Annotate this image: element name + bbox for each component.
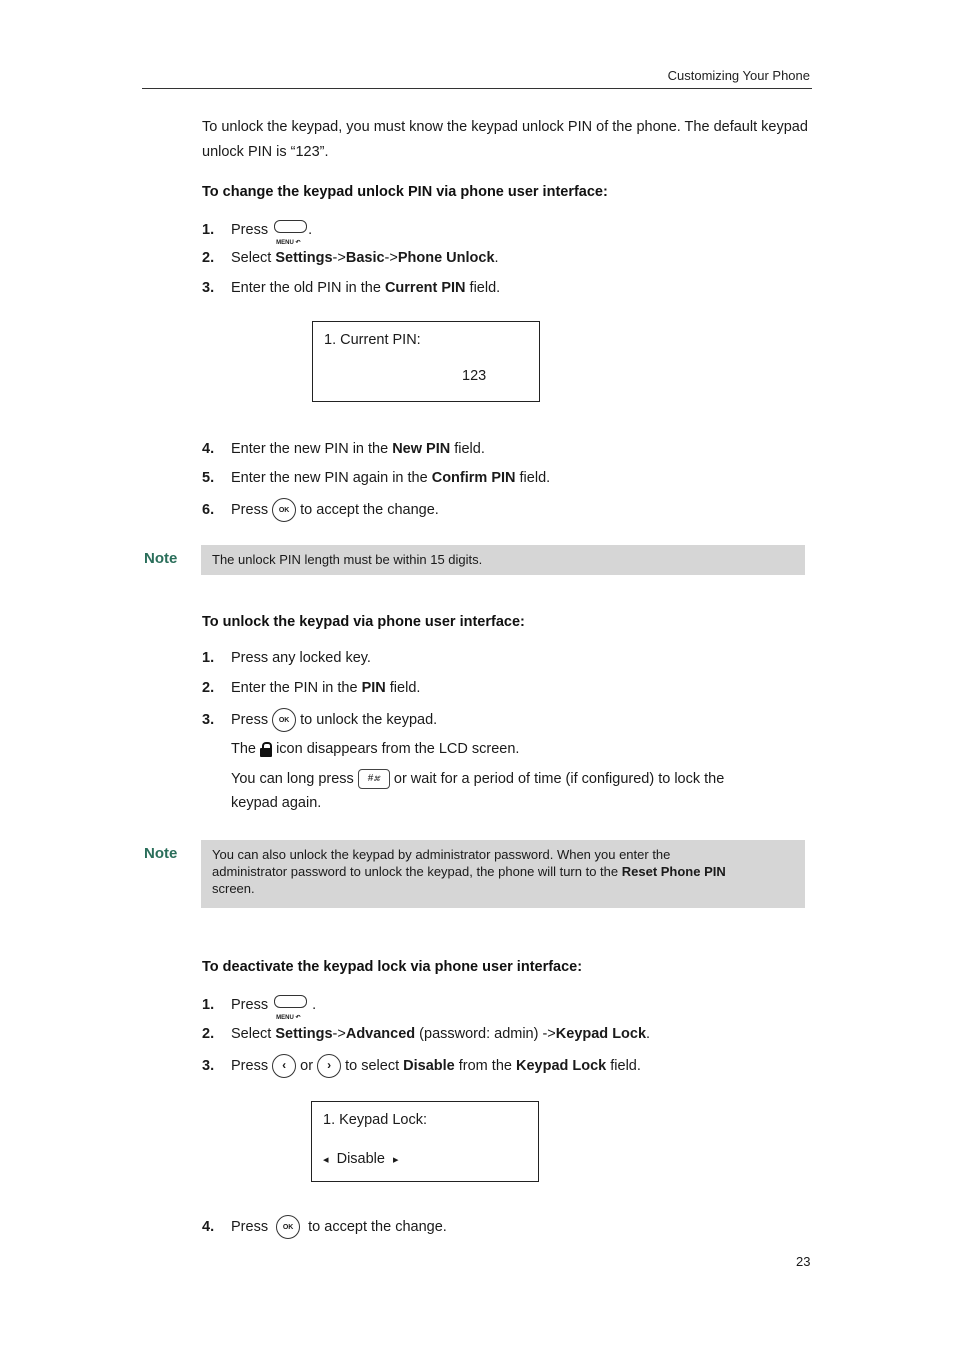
- step-2-select-menu-path: 2. Select Settings->Basic->Phone Unlock.: [202, 250, 499, 266]
- step-text: Press: [231, 221, 269, 238]
- lcd-screen-keypad-lock: [311, 1101, 539, 1182]
- lcd-label: 1. Current PIN:: [324, 332, 421, 348]
- reset-phone-pin-screen: Reset Phone PIN: [621, 864, 726, 879]
- lcd-screen-current-pin: [312, 321, 540, 402]
- section-heading-deactivate: To deactivate the keypad lock via phone user interface:: [202, 959, 583, 975]
- step-3-old-pin: 3. Enter the old PIN in the Current PIN field.: [202, 280, 501, 296]
- note-box-pin-length: The unlock PIN length must be within 15 digits.: [201, 545, 805, 575]
- lcd-keypad-lock-value: [323, 1151, 399, 1167]
- right-arrow-icon: ▸: [393, 1154, 399, 1166]
- step-4-new-pin: 4. Enter the new PIN in the New PIN field.: [202, 441, 485, 457]
- menu-advanced: Advanced: [345, 1026, 416, 1042]
- intro-paragraph: To unlock the keypad, you must know the keypad unlock PIN of the phone. The default keypad unlock PIN is “123”.: [202, 119, 808, 160]
- right-arrow-key-icon: ›: [317, 1054, 341, 1078]
- step-2-enter-pin: 2. Enter the PIN in the PIN field.: [202, 680, 421, 696]
- menu-settings: Settings: [275, 250, 333, 266]
- step-number: 1.: [202, 221, 215, 238]
- field-current-pin: Current PIN: [384, 280, 466, 296]
- step-text: .: [308, 221, 313, 238]
- left-arrow-key-icon: ‹: [272, 1054, 296, 1078]
- lock-icon: [260, 742, 272, 756]
- step-1-press-locked-key: 1. Press any locked key.: [202, 650, 371, 666]
- menu-phone-unlock: Phone Unlock: [397, 250, 495, 266]
- step-1-press-menu: [202, 218, 313, 246]
- left-arrow-icon: ◂: [323, 1154, 329, 1166]
- menu-key-icon: MENU ↶: [272, 218, 308, 242]
- ok-key-icon: OK: [272, 498, 296, 522]
- page-number: 23: [796, 1254, 811, 1269]
- field-keypad-lock: Keypad Lock: [515, 1057, 607, 1074]
- field-new-pin: New PIN: [392, 441, 451, 457]
- lcd-disable-value: Disable: [336, 1151, 385, 1167]
- step-4-press-ok: 4. Press OK to accept the change.: [202, 1215, 447, 1239]
- field-pin: PIN: [361, 680, 386, 696]
- relock-instruction: You can long press #⌘ or wait for a period of time (if configured) to lock the keypad again.: [231, 771, 725, 811]
- lcd-pin-value: 123: [462, 368, 487, 384]
- note-box-admin-password: You can also unlock the keypad by administrator password. When you enter the administrator password to unlock the keypad, the phone will turn to the Reset Phone PIN screen.: [201, 840, 805, 908]
- ok-key-icon: OK: [276, 1215, 300, 1239]
- section-heading-unlock: To unlock the keypad via phone user interface:: [202, 614, 525, 630]
- step-3-press-ok-unlock: 3. Press OK to unlock the keypad.: [202, 708, 437, 732]
- lcd-label: 1. Keypad Lock:: [323, 1112, 427, 1128]
- field-confirm-pin: Confirm PIN: [431, 470, 516, 486]
- step-3-select-disable: 3. Press ‹ or › to select Disable from the Keypad Lock field.: [202, 1054, 641, 1078]
- menu-key-icon: MENU ↶: [272, 993, 308, 1017]
- step-5-confirm-pin: 5. Enter the new PIN again in the Confirm PIN field.: [202, 470, 551, 486]
- section-heading-change-pin: To change the keypad unlock PIN via phone user interface:: [202, 184, 608, 200]
- page-header: [142, 66, 812, 89]
- step-1-press-menu: 1. Press MENU ↶ .: [202, 993, 316, 1017]
- lock-icon-note: The icon disappears from the LCD screen.: [231, 741, 520, 757]
- header-title: Customizing Your Phone: [667, 68, 810, 83]
- note-label: Note: [144, 550, 178, 567]
- menu-settings: Settings: [275, 1026, 333, 1042]
- menu-basic: Basic: [345, 250, 385, 266]
- ok-key-icon: OK: [272, 708, 296, 732]
- step-6-press-ok: 6. Press OK to accept the change.: [202, 498, 439, 522]
- menu-keypad-lock: Keypad Lock: [555, 1026, 647, 1042]
- hash-key-icon: #⌘: [358, 769, 390, 789]
- step-2-select-advanced: 2. Select Settings->Advanced (password: admin) ->Keypad Lock.: [202, 1026, 651, 1042]
- option-disable: Disable: [403, 1057, 455, 1074]
- note-label: Note: [144, 845, 178, 862]
